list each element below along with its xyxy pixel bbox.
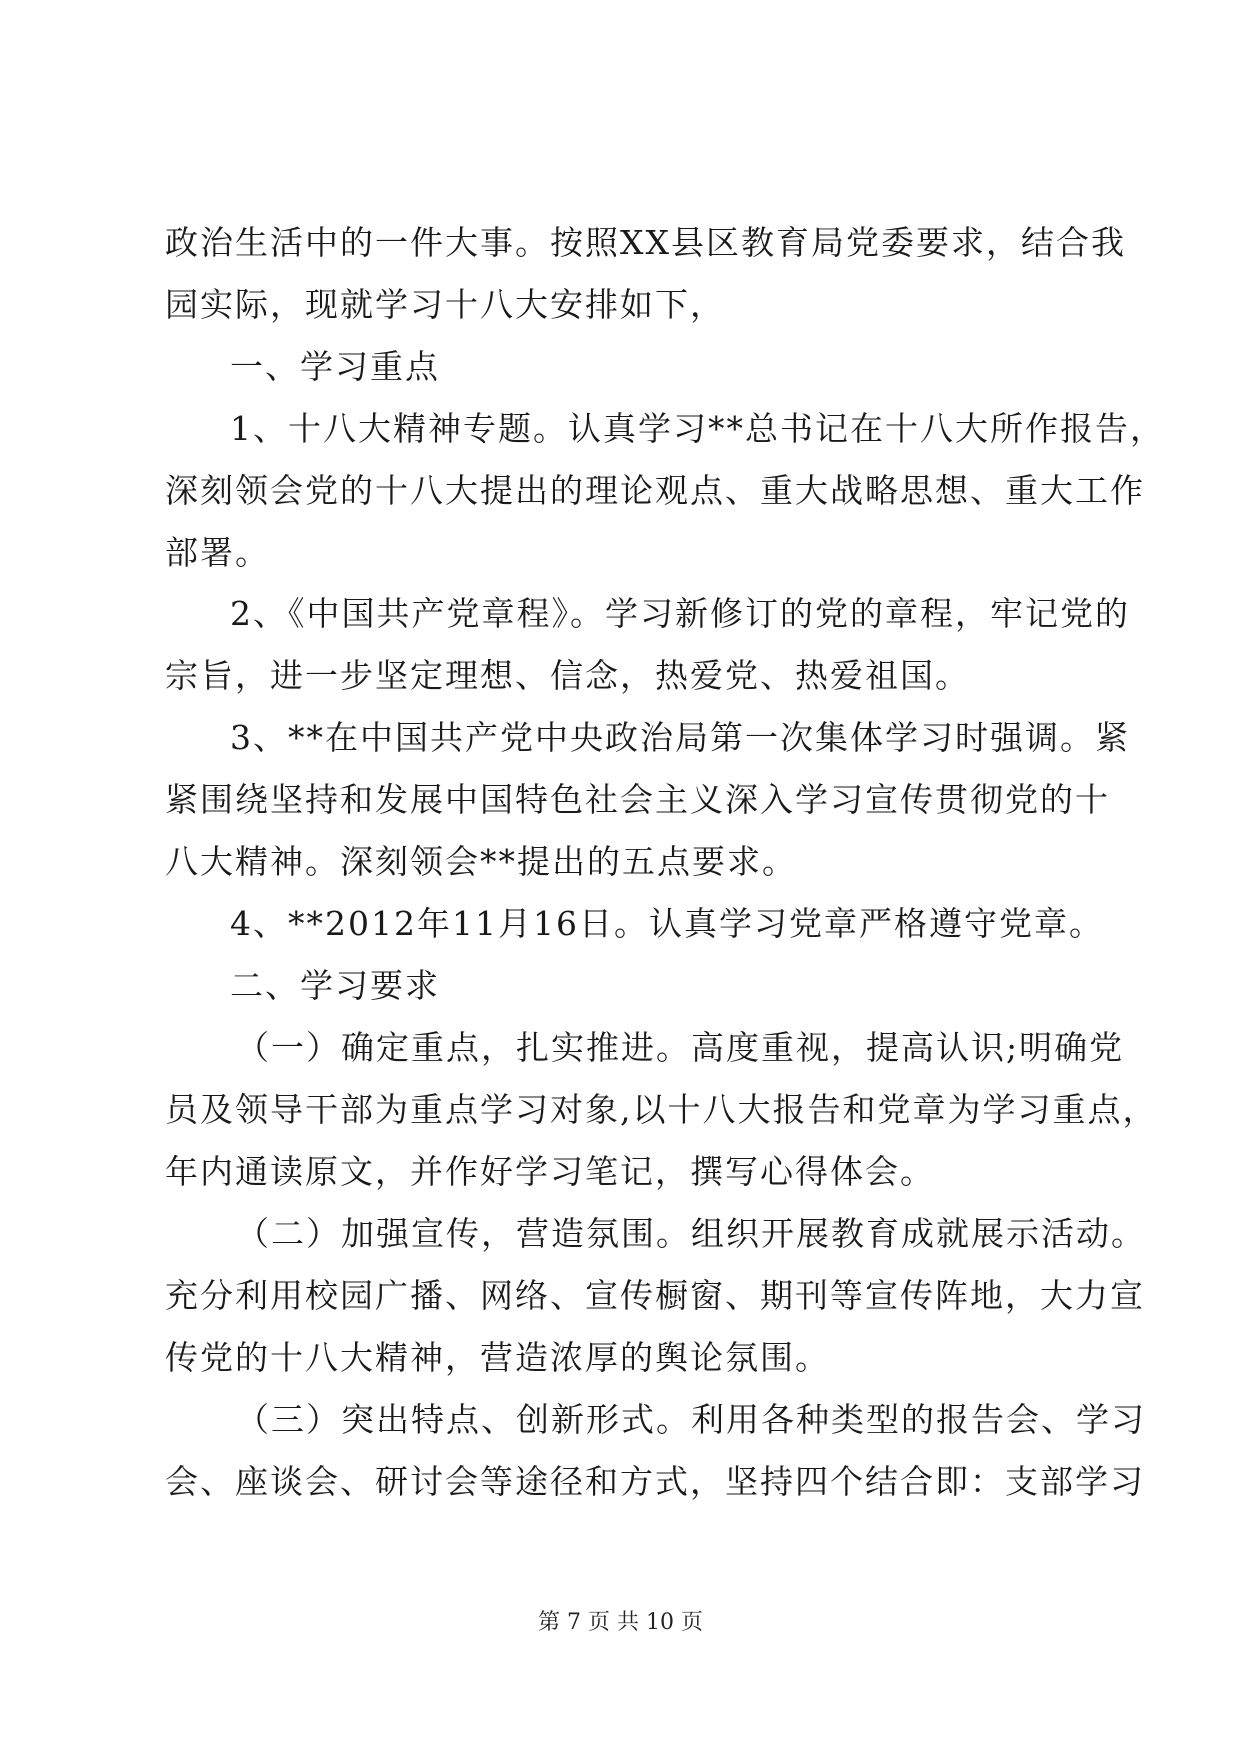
body-text-line: 4、**2012年11月16日。认真学习党章严格遵守党章。 <box>230 904 1104 943</box>
body-text-line: （三）突出特点、创新形式。利用各种类型的报告会、学习 <box>236 1400 1146 1439</box>
body-text-line: 会、座谈会、研讨会等途径和方式，坚持四个结合即：支部学习 <box>165 1462 1145 1501</box>
section-heading: 二、学习要求 <box>230 966 440 1005</box>
body-text-line: 八大精神。深刻领会**提出的五点要求。 <box>165 842 797 881</box>
body-text-line: 传党的十八大精神，营造浓厚的舆论氛围。 <box>165 1338 830 1377</box>
body-text-line: 紧围绕坚持和发展中国特色社会主义深入学习宣传贯彻党的十 <box>165 780 1110 819</box>
body-text-line: （一）确定重点，扎实推进。高度重视，提高认识;明确党 <box>236 1028 1125 1067</box>
body-text-line: 宗旨，进一步坚定理想、信念，热爱党、热爱祖国。 <box>165 656 970 695</box>
body-text-line: 员及领导干部为重点学习对象,以十八大报告和党章为学习重点， <box>165 1090 1158 1129</box>
body-text-line: 园实际，现就学习十八大安排如下， <box>165 285 725 324</box>
body-text-line: 年内通读原文，并作好学习笔记，撰写心得体会。 <box>165 1152 935 1191</box>
body-text-line: 部署。 <box>165 533 270 572</box>
page-number-footer: 第 7 页 共 10 页 <box>538 1610 703 1635</box>
body-text-line: 3、**在中国共产党中央政治局第一次集体学习时强调。紧 <box>230 718 1130 757</box>
section-heading: 一、学习重点 <box>230 347 440 386</box>
body-text-line: 2、《中国共产党章程》。学习新修订的党的章程，牢记党的 <box>230 594 1130 633</box>
body-text-line: 充分利用校园广播、网络、宣传橱窗、期刊等宣传阵地，大力宣 <box>165 1276 1145 1315</box>
body-text-line: 政治生活中的一件大事。按照XX县区教育局党委要求，结合我 <box>165 223 1126 262</box>
body-text-line: 1、十八大精神专题。认真学习**总书记在十八大所作报告， <box>230 409 1165 448</box>
body-text-line: （二）加强宣传，营造氛围。组织开展教育成就展示活动。 <box>236 1214 1146 1253</box>
body-text-line: 深刻领会党的十八大提出的理论观点、重大战略思想、重大工作 <box>165 471 1145 510</box>
